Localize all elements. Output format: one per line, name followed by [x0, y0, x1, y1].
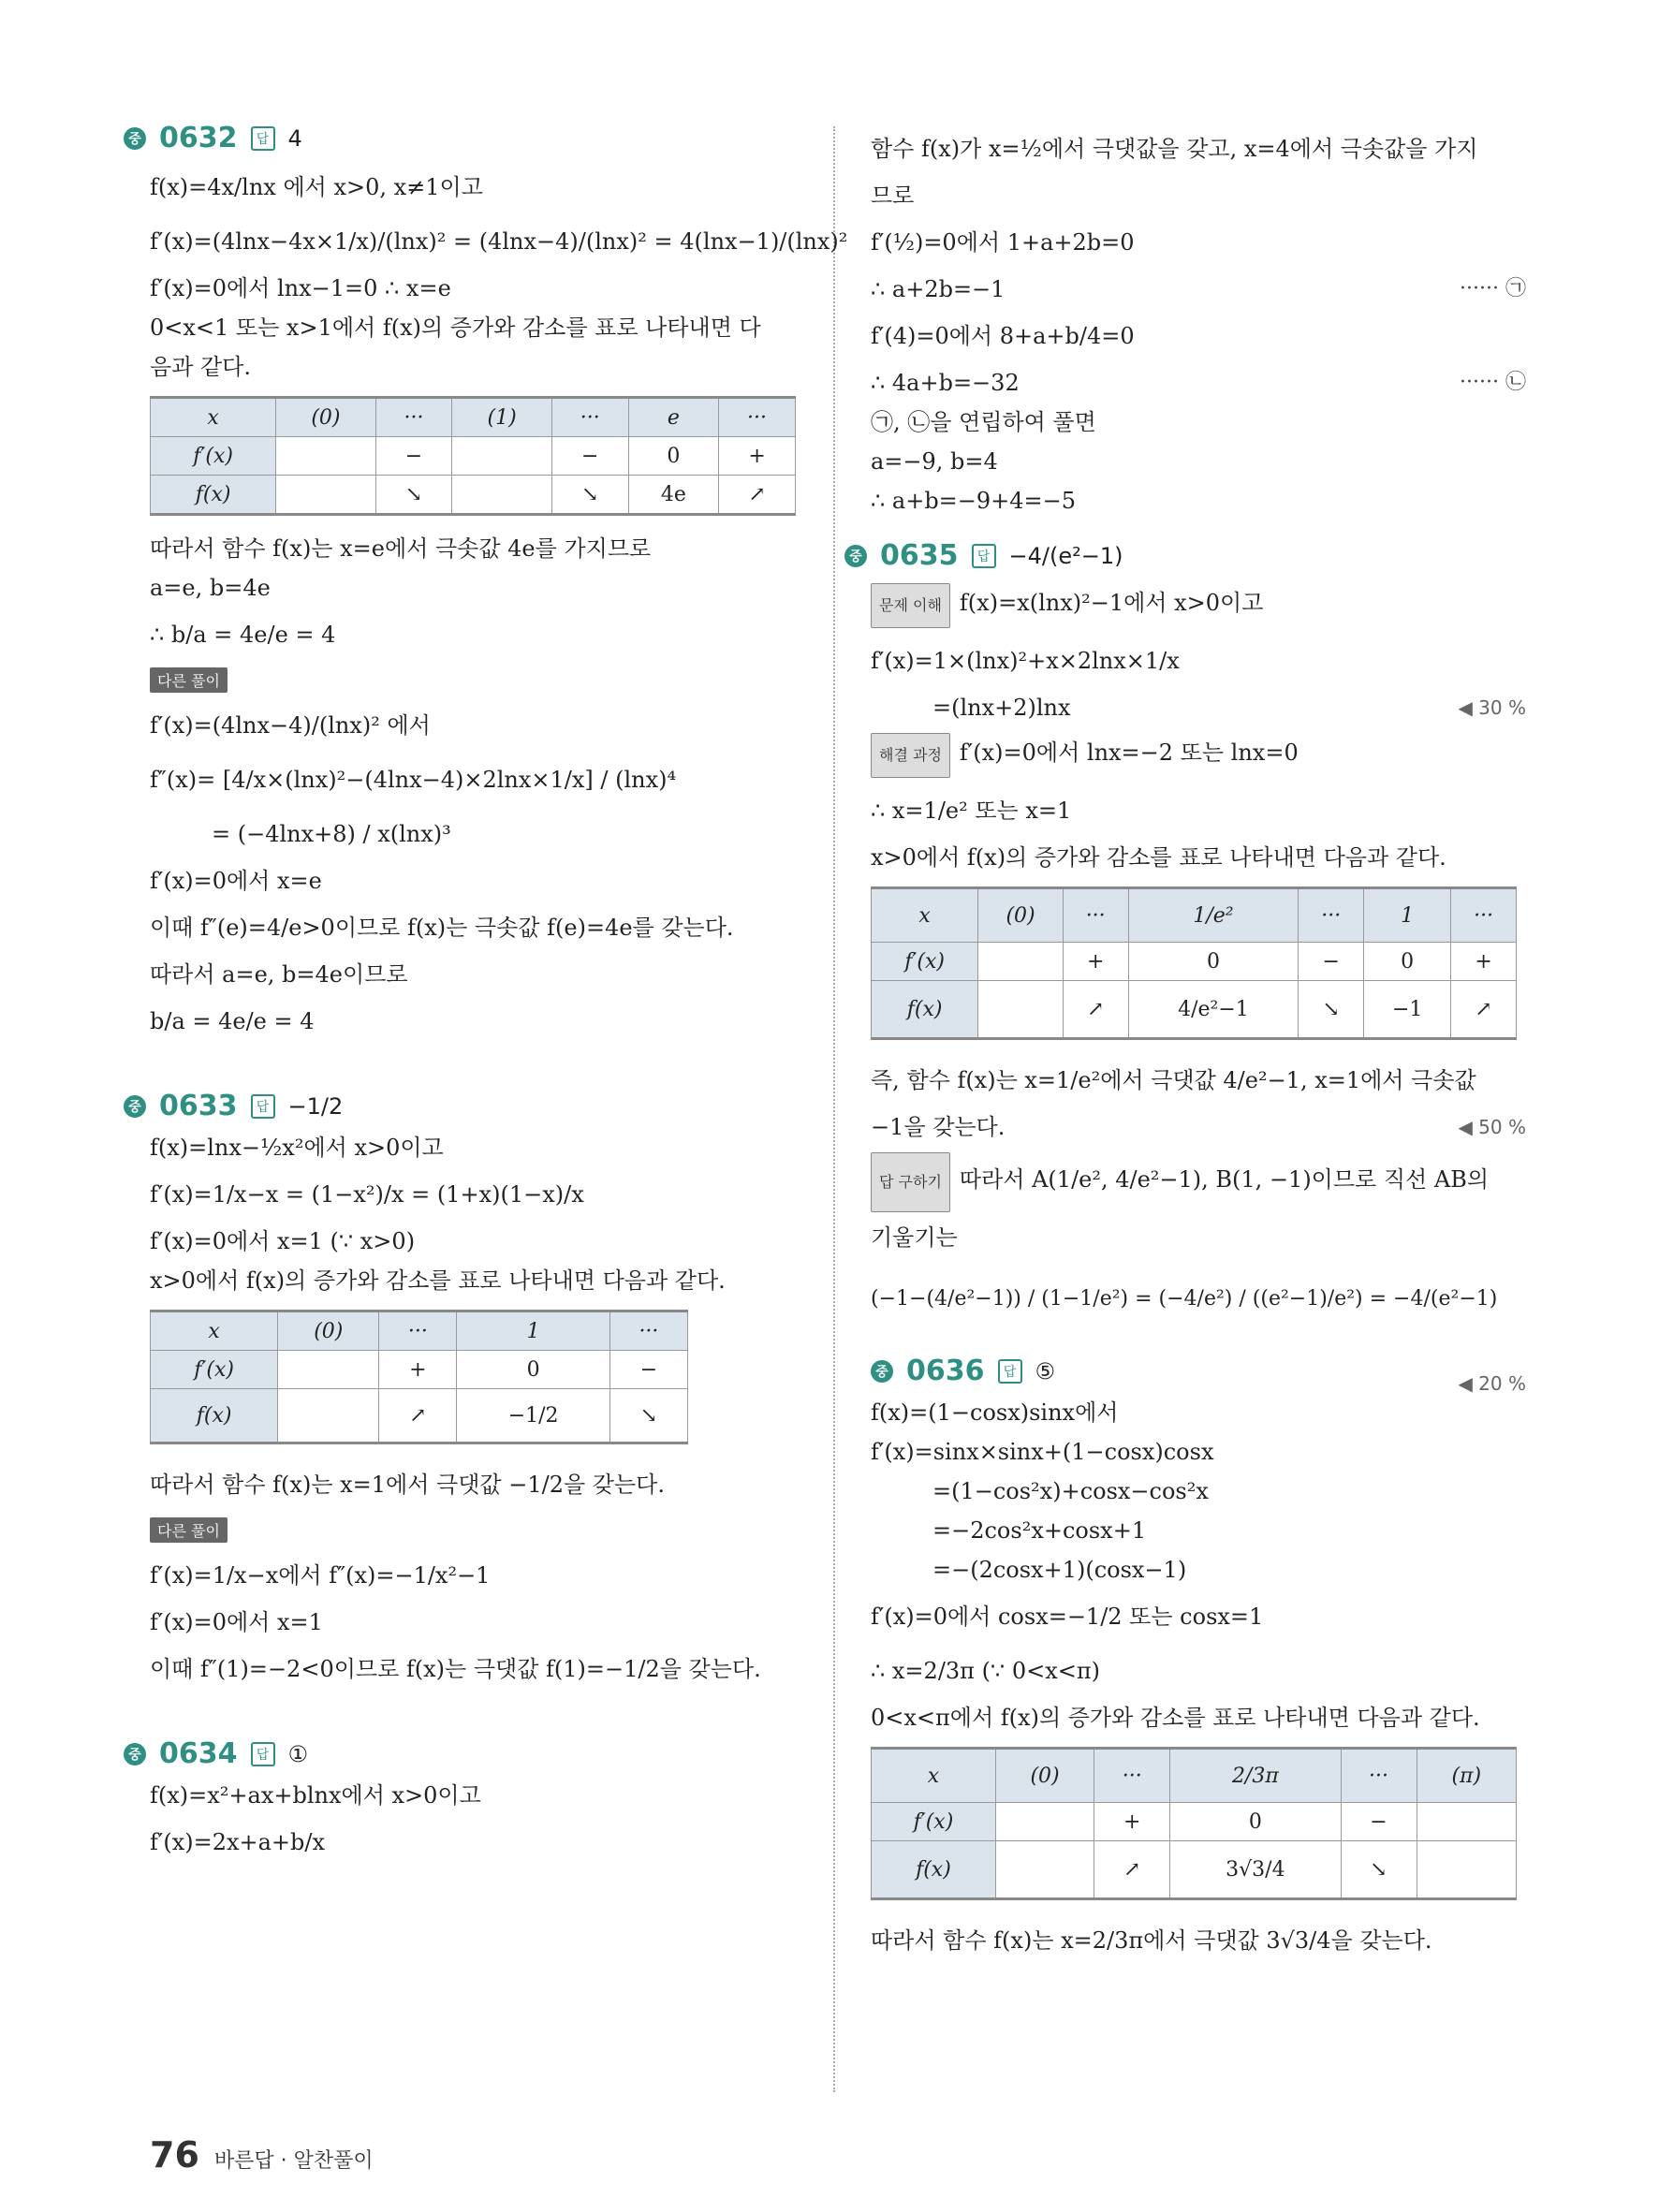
table-cell: ··· [375, 398, 452, 437]
table-cell [995, 1841, 1094, 1899]
equation-text: (−1−(4/e²−1)) / (1−1/e²) = (−4/e²) / ((e²−1)/e²) = −4/(e²−1) [871, 1287, 1498, 1311]
table-cell: ↘ [1341, 1841, 1417, 1899]
score-percent: ◀ 20 % [1458, 1372, 1526, 1395]
table-cell: + [719, 437, 796, 476]
solution-line: ∴ x=2/3π (∵ 0<x<π) [871, 1658, 1100, 1684]
table-cell: + [1451, 943, 1517, 981]
table-cell: f(x) [151, 1389, 278, 1443]
solution-line: x>0에서 f(x)의 증가와 감소를 표로 나타내면 다음과 같다. [150, 1267, 726, 1294]
table-cell [452, 437, 551, 476]
solution-line: f′(x)=(4lnx−4x×1/x)/(lnx)² = (4lnx−4)/(lnx)² = 4(lnx−1)/(lnx)² [150, 228, 848, 255]
table-cell: 1/e² [1128, 888, 1299, 943]
answer-tag-icon: 답 [251, 1094, 275, 1119]
solution-line: 따라서 함수 f(x)는 x=2/3π에서 극댓값 3√3/4을 갖는다. [871, 1927, 1432, 1954]
solution-line: f(x)=lnx−½x²에서 x>0이고 [150, 1135, 444, 1161]
table-cell: −1 [1364, 981, 1451, 1039]
solution-line: 0<x<π에서 f(x)의 증가와 감소를 표로 나타내면 다음과 같다. [871, 1705, 1480, 1731]
problem-header-0633 [124, 1090, 796, 1122]
table-cell [276, 437, 375, 476]
equation-marker: ······ ㉡ [1460, 371, 1526, 394]
table-cell [278, 1351, 379, 1389]
solution-line: 기울기는 [871, 1224, 958, 1251]
answer-tag-icon: 답 [972, 544, 996, 568]
table-cell: x [872, 888, 978, 943]
solution-line: f′(4)=0에서 8+a+b/4=0 [871, 323, 1135, 349]
table-cell: (0) [978, 888, 1064, 943]
table-cell: f′(x) [151, 1351, 278, 1389]
problem-header-0632 [124, 122, 796, 154]
problem-number: 0635 [880, 539, 959, 572]
table-row [151, 1311, 688, 1351]
table-cell: ··· [1451, 888, 1517, 943]
answer-tag-icon: 답 [251, 126, 275, 151]
solution-line: 0<x<1 또는 x>1에서 f(x)의 증가와 감소를 표로 나타내면 다 [150, 315, 761, 341]
solution-line [871, 727, 1526, 784]
table-row [151, 476, 796, 515]
problem-header-0636 [871, 1355, 1458, 1387]
solution-line: =(1−cos²x)+cosx−cos²x [932, 1478, 1209, 1504]
solution-line: 이때 f″(1)=−2<0이므로 f(x)는 극댓값 f(1)=−1/2을 갖는다. [150, 1656, 761, 1682]
table-cell: 1 [457, 1311, 609, 1351]
solution-line: f′(x)=0에서 x=1 (∵ x>0) [150, 1228, 416, 1254]
equation-text: f(x)=x(lnx)²−1에서 x>0이고 [959, 590, 1264, 616]
table-cell: ··· [1341, 1749, 1417, 1803]
table-cell: f(x) [151, 476, 276, 515]
table-cell: 3√3/4 [1170, 1841, 1341, 1899]
answer-tag-icon: 답 [251, 1742, 275, 1766]
solution-line [871, 578, 1526, 634]
table-cell: ··· [1063, 888, 1128, 943]
solution-line: ㉠, ㉡을 연립하여 풀면 [871, 409, 1096, 435]
problem-header-0635 [844, 539, 1526, 572]
table-cell: f′(x) [872, 1803, 996, 1841]
table-cell [1417, 1803, 1516, 1841]
answer-value: 4 [287, 125, 302, 152]
solution-line: ∴ b/a = 4e/e = 4 [150, 622, 336, 648]
answer-value: ⑤ [1035, 1357, 1056, 1384]
problem-badge-icon: 중 [844, 545, 867, 567]
table-cell [278, 1389, 379, 1443]
step-tag: 해결 과정 [871, 733, 950, 778]
step-tag: 문제 이해 [871, 583, 950, 628]
solution-line: 므로 [871, 183, 915, 209]
table-cell: ··· [1299, 888, 1364, 943]
equation-text: ∴ a+2b=−1 [871, 276, 1006, 302]
score-percent: ◀ 50 % [1458, 1116, 1526, 1138]
table-cell [452, 476, 551, 515]
table-cell: f(x) [872, 981, 978, 1039]
table-cell: (π) [1417, 1749, 1516, 1803]
solution-line: 함수 f(x)가 x=½에서 극댓값을 갖고, x=4에서 극솟값을 가지 [871, 136, 1478, 162]
score-percent: ◀ 30 % [1458, 696, 1526, 719]
table-cell: ↗ [1451, 981, 1517, 1039]
table-row [872, 943, 1517, 981]
table-cell: 0 [1128, 943, 1299, 981]
left-column [128, 122, 848, 1869]
solution-line: a=e, b=4e [150, 575, 271, 601]
table-cell: f′(x) [151, 437, 276, 476]
table-cell: x [872, 1749, 996, 1803]
table-cell: e [628, 398, 718, 437]
problem-number: 0634 [159, 1737, 238, 1770]
problem-badge-icon: 중 [124, 127, 146, 150]
solution-line [871, 363, 1526, 403]
table-cell: ↗ [1063, 981, 1128, 1039]
solution-line: f′(x)=0에서 cosx=−1/2 또는 cosx=1 [871, 1604, 1264, 1630]
problem-number: 0632 [159, 122, 238, 154]
table-cell: ↘ [375, 476, 452, 515]
solution-line: f′(½)=0에서 1+a+2b=0 [871, 229, 1135, 256]
table-cell: ··· [1094, 1749, 1170, 1803]
increase-decrease-table-0633 [150, 1310, 688, 1444]
problem-header-0634 [124, 1737, 796, 1770]
page-number: 76 [150, 2134, 199, 2175]
alternate-solution-tag: 다른 풀이 [150, 667, 228, 693]
solution-line: a=−9, b=4 [871, 448, 998, 475]
table-cell [995, 1803, 1094, 1841]
table-cell: f(x) [872, 1841, 996, 1899]
solution-line [871, 1147, 1526, 1218]
solution-line: f′(x)=0에서 x=1 [150, 1609, 323, 1635]
equation-text: −1을 갖는다. [871, 1114, 1006, 1140]
problem-number: 0636 [906, 1355, 985, 1387]
solution-line [871, 270, 1526, 309]
solution-line: = (−4lnx+8) / x(lnx)³ [212, 821, 451, 847]
solution-line: f′(x)=1×(lnx)²+x×2lnx×1/x [871, 648, 1180, 674]
table-cell: − [375, 437, 452, 476]
solution-line: f(x)=(1−cosx)sinx에서 [871, 1399, 1119, 1426]
solution-line [871, 1107, 1526, 1147]
table-cell: + [379, 1351, 457, 1389]
table-cell [276, 476, 375, 515]
problem-badge-icon: 중 [871, 1360, 893, 1383]
increase-decrease-table-0636 [871, 1747, 1517, 1900]
table-row [151, 1389, 688, 1443]
solution-line: =−2cos²x+cosx+1 [932, 1517, 1147, 1544]
solution-line: 음과 같다. [150, 354, 251, 380]
equation-marker: ······ ㉠ [1460, 277, 1526, 300]
table-row [151, 437, 796, 476]
solution-line: f′(x)=(4lnx−4)/(lnx)² 에서 [150, 712, 431, 739]
table-cell: − [609, 1351, 687, 1389]
table-cell: ··· [719, 398, 796, 437]
table-row [872, 981, 1517, 1039]
table-cell: + [1094, 1803, 1170, 1841]
column-divider [833, 126, 835, 2092]
solution-line: 따라서 a=e, b=4e이므로 [150, 961, 408, 988]
solution-line: 따라서 함수 f(x)는 x=1에서 극댓값 −1/2을 갖는다. [150, 1472, 665, 1498]
table-cell: ↗ [379, 1389, 457, 1443]
alternate-solution-tag: 다른 풀이 [150, 1517, 228, 1543]
table-cell: − [1299, 943, 1364, 981]
solution-line: f″(x)= [4/x×(lnx)²−(4lnx−4)×2lnx×1/x] / (lnx)⁴ [150, 767, 677, 793]
solution-line: f′(x)=1/x−x = (1−x²)/x = (1+x)(1−x)/x [150, 1181, 584, 1208]
table-cell: (0) [276, 398, 375, 437]
table-cell: + [1063, 943, 1128, 981]
table-cell: −1/2 [457, 1389, 609, 1443]
problem-badge-icon: 중 [124, 1743, 146, 1765]
answer-value: −1/2 [287, 1092, 344, 1120]
table-cell: (0) [278, 1311, 379, 1351]
table-cell: 0 [1170, 1803, 1341, 1841]
solution-line [871, 688, 1526, 727]
solution-line: ∴ a+b=−9+4=−5 [871, 488, 1077, 514]
answer-tag-icon: 답 [998, 1359, 1022, 1384]
equation-text: f′(x)=0에서 lnx=−2 또는 lnx=0 [959, 740, 1299, 766]
answer-value: ① [287, 1740, 309, 1767]
solution-line: b/a = 4e/e = 4 [150, 1008, 315, 1034]
table-cell: ··· [379, 1311, 457, 1351]
table-cell: 4e [628, 476, 718, 515]
solution-line: =−(2cosx+1)(cosx−1) [932, 1557, 1187, 1583]
table-cell: ↘ [609, 1389, 687, 1443]
solution-line: f(x)=x²+ax+blnx에서 x>0이고 [150, 1782, 481, 1809]
table-cell: ↗ [719, 476, 796, 515]
solution-line: f′(x)=0에서 lnx−1=0 ∴ x=e [150, 275, 451, 301]
table-cell: ··· [609, 1311, 687, 1351]
solution-line: f′(x)=0에서 x=e [150, 868, 322, 894]
problem-number: 0633 [159, 1090, 238, 1122]
table-row [872, 1841, 1517, 1899]
table-cell [1417, 1841, 1516, 1899]
solution-line: f′(x)=sinx×sinx+(1−cosx)cosx [871, 1439, 1214, 1465]
right-column [849, 122, 1526, 1968]
table-cell [978, 943, 1064, 981]
table-cell: ↘ [551, 476, 628, 515]
solution-line: 이때 f″(e)=4/e>0이므로 f(x)는 극솟값 f(e)=4e를 갖는다. [150, 915, 734, 941]
solution-line: f′(x)=2x+a+b/x [150, 1829, 326, 1855]
solution-line: f′(x)=1/x−x에서 f″(x)=−1/x²−1 [150, 1562, 491, 1589]
table-row [151, 398, 796, 437]
table-cell: 0 [628, 437, 718, 476]
table-cell: (1) [452, 398, 551, 437]
increase-decrease-table-0632 [150, 396, 796, 516]
solution-line: x>0에서 f(x)의 증가와 감소를 표로 나타내면 다음과 같다. [871, 844, 1446, 871]
solution-line: ∴ x=1/e² 또는 x=1 [871, 798, 1072, 824]
table-cell: 1 [1364, 888, 1451, 943]
table-cell: f′(x) [872, 943, 978, 981]
table-cell: 0 [1364, 943, 1451, 981]
answer-value: −4/(e²−1) [1008, 542, 1123, 569]
solution-line: 즉, 함수 f(x)는 x=1/e²에서 극댓값 4/e²−1, x=1에서 극솟값 [871, 1067, 1476, 1093]
equation-text: =(lnx+2)lnx [932, 695, 1071, 721]
table-cell: 0 [457, 1351, 609, 1389]
step-tag: 답 구하기 [871, 1152, 950, 1212]
table-cell: ↘ [1299, 981, 1364, 1039]
page-footer [150, 2134, 374, 2175]
book-title: 바른답 · 알찬풀이 [213, 2149, 374, 2173]
table-cell [978, 981, 1064, 1039]
table-cell: (0) [995, 1749, 1094, 1803]
increase-decrease-table-0635 [871, 886, 1517, 1040]
equation-text: ∴ 4a+b=−32 [871, 370, 1020, 396]
table-row [872, 1749, 1517, 1803]
table-row [872, 1803, 1517, 1841]
solution-line: f(x)=4x/lnx 에서 x>0, x≠1이고 [150, 174, 483, 200]
table-cell: 4/e²−1 [1128, 981, 1299, 1039]
table-cell: x [151, 1311, 278, 1351]
table-cell: ↗ [1094, 1841, 1170, 1899]
table-cell: − [1341, 1803, 1417, 1841]
table-cell: ··· [551, 398, 628, 437]
equation-text: 따라서 A(1/e², 4/e²−1), B(1, −1)이므로 직선 AB의 [959, 1166, 1490, 1193]
table-cell: 2/3π [1170, 1749, 1341, 1803]
table-cell: x [151, 398, 276, 437]
solution-line: 따라서 함수 f(x)는 x=e에서 극솟값 4e를 가지므로 [150, 535, 652, 562]
table-row [151, 1351, 688, 1389]
table-cell: − [551, 437, 628, 476]
problem-badge-icon: 중 [124, 1095, 146, 1118]
table-row [872, 888, 1517, 943]
